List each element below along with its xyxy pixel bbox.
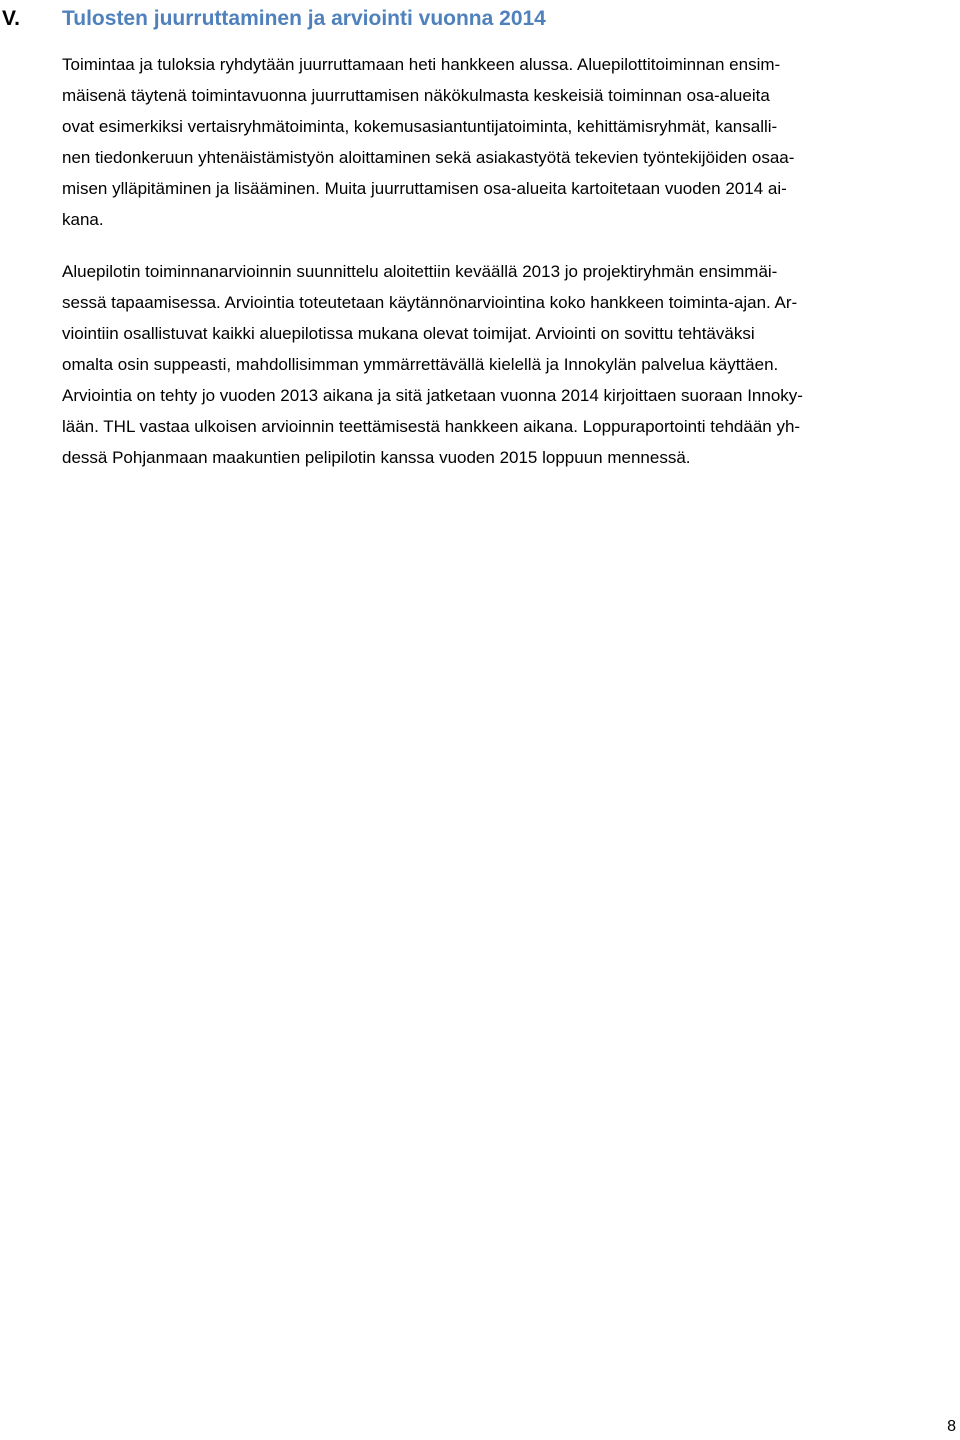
text-line: omalta osin suppeasti, mahdollisimman ymmärrettävällä kielellä ja Innokylän palvelua käyttäen. xyxy=(62,355,779,374)
text-line: lään. THL vastaa ulkoisen arvioinnin teettämisestä hankkeen aikana. Loppuraportointi tehdään yh- xyxy=(62,417,801,436)
text-line: misen ylläpitäminen ja lisääminen. Muita juurruttamisen osa-alueita kartoitetaan vuoden 2014 ai- xyxy=(62,179,787,198)
paragraph-juurruttaminen xyxy=(62,49,952,235)
paragraph-arviointi xyxy=(62,256,952,473)
section-title: Tulosten juurruttaminen ja arviointi vuonna 2014 xyxy=(62,7,546,30)
section-number: V. xyxy=(2,7,20,30)
text-line: Arviointia on tehty jo vuoden 2013 aikana ja sitä jatketaan vuonna 2014 kirjoittaen suoraan Innoky- xyxy=(62,386,803,405)
page-number: 8 xyxy=(947,1418,956,1435)
text-line: sessä tapaamisessa. Arviointia toteutetaan käytännönarviointina koko hankkeen toiminta-ajan. Ar- xyxy=(62,293,798,312)
section-heading xyxy=(0,4,546,34)
text-line: dessä Pohjanmaan maakuntien pelipilotin kanssa vuoden 2015 loppuun mennessä. xyxy=(62,448,691,467)
text-line: nen tiedonkeruun yhtenäistämistyön aloittaminen sekä asiakastyötä tekevien työntekijöiden osaa- xyxy=(62,148,795,167)
text-line: kana. xyxy=(62,210,104,229)
text-line: viointiin osallistuvat kaikki aluepilotissa mukana olevat toimijat. Arviointi on sovittu tehtäväksi xyxy=(62,324,755,343)
text-line: Aluepilotin toiminnanarvioinnin suunnittelu aloitettiin keväällä 2013 jo projektiryhmän ensimmäi- xyxy=(62,262,778,281)
text-line: Toimintaa ja tuloksia ryhdytään juurruttamaan heti hankkeen alussa. Aluepilottitoiminnan ensim- xyxy=(62,55,781,74)
text-line: mäisenä täytenä toimintavuonna juurruttamisen näkökulmasta keskeisiä toiminnan osa-alueita xyxy=(62,86,770,105)
text-line: ovat esimerkiksi vertaisryhmätoiminta, kokemusasiantuntijatoiminta, kehittämisryhmät, kansalli- xyxy=(62,117,778,136)
